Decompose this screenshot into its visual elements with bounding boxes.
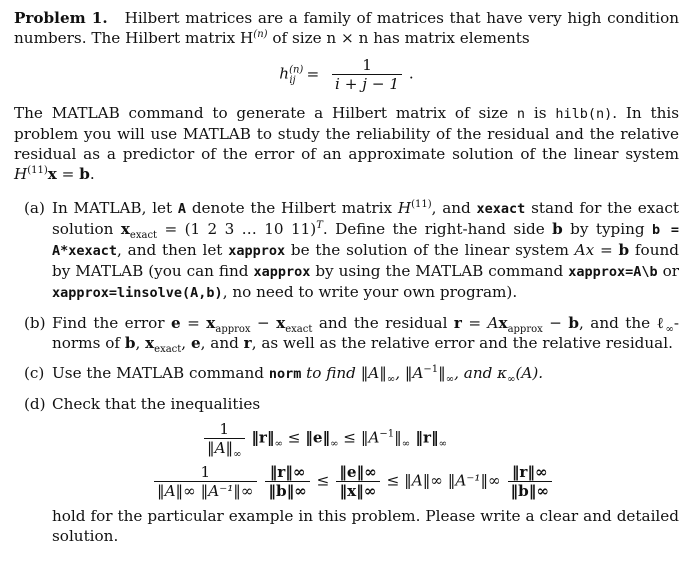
problem-label: Problem 1. xyxy=(14,9,108,27)
inequality-1: $\frac{1}{‖A‖_\infty}$ $‖r‖_\infty$ ≤ $‖e‖_\infty$ ≤ $‖A^{-1}‖_\infty$ $‖r‖_\infty$ xyxy=(52,420,679,457)
inequality-2: $\frac{1}{\text{‖A‖∞ ‖A⁻¹‖∞}}$ $\frac{‖r‖\infty}{‖b‖\infty}$ ≤ $\frac{‖e‖\infty}{‖x‖\infty}$ ≤ ‖A‖∞ ‖A⁻¹‖∞ $\frac{‖r‖\infty}{‖b‖\infty}$ xyxy=(52,463,679,500)
item-d: (d) Check that the inequalities $\frac{1}{‖A‖_\infty}$ $‖r‖_\infty$ ≤ $‖e‖_\infty$ ≤ $‖A^{-1}‖_\infty$ $‖r‖_\infty$ $\frac{1}{\text{‖A‖∞ ‖A⁻¹‖∞}}$ $\frac{‖r‖\infty}{‖b‖\infty}$ ≤ $\frac{‖e‖\infty}{‖x‖\infty}$ ≤ ‖A‖∞ ‖A⁻¹‖∞ $\frac{‖r‖\infty}{‖b‖\infty}$ hold for the particular example in this problem. Please write a clear and detailed solution. xyxy=(24,395,679,545)
problem-intro: Problem 1. Hilbert matrices are a family of matrices that have very high condition numbers. The Hilbert matrix $H^{(n)}$ of size n × n has matrix elements xyxy=(14,9,680,47)
problem-items xyxy=(14,198,679,546)
hilbert-formula: $h^{(n)}_{ij}$ = $\frac{1}{i + j - 1}$ . xyxy=(279,56,414,93)
item-c: (c) Use the MATLAB command norm to find $‖A‖_\infty$, $‖A^{-1}‖_\infty$, and $\kappa_\infty(A)$. xyxy=(24,363,544,386)
problem-paragraph-2: The MATLAB command to generate a Hilbert matrix of size n is hilb(n). In this problem you will use MATLAB to study the reliability of the residual and the relative residual as a predictor of the error of an approximate solution of the linear system $H^{(11)}x = b$. xyxy=(14,104,679,183)
item-a: (a) In MATLAB, let A denote the Hilbert matrix $H^{(11)}$, and xexact stand for the exact solution $x_{exact} = (1$ 2 3 … 10 11)$^T$. Define the right-hand side b by typing b = A*xexact, and then let xapprox be the solution of the linear system Ax = b found by MATLAB (you can find xapprox by using the MATLAB command xapprox=A\b or xapprox=linsolve(A,b), no need to write your own program). xyxy=(24,198,679,301)
hilbert-fraction: $\frac{1}{i + j - 1}$ xyxy=(332,56,402,93)
item-d-closing: hold for the particular example in this problem. Please write a clear and detailed solution. xyxy=(52,507,679,545)
item-b: (b) Find the error $e = x_{approx} - x_{exact}$ and the residual $r = Ax_{approx} - b$, and the ℓ$_\infty$-norms of b, $x_{exact}$, e, and r, as well as the relative error and the relative residual. xyxy=(24,314,679,356)
problem-page xyxy=(14,8,679,556)
